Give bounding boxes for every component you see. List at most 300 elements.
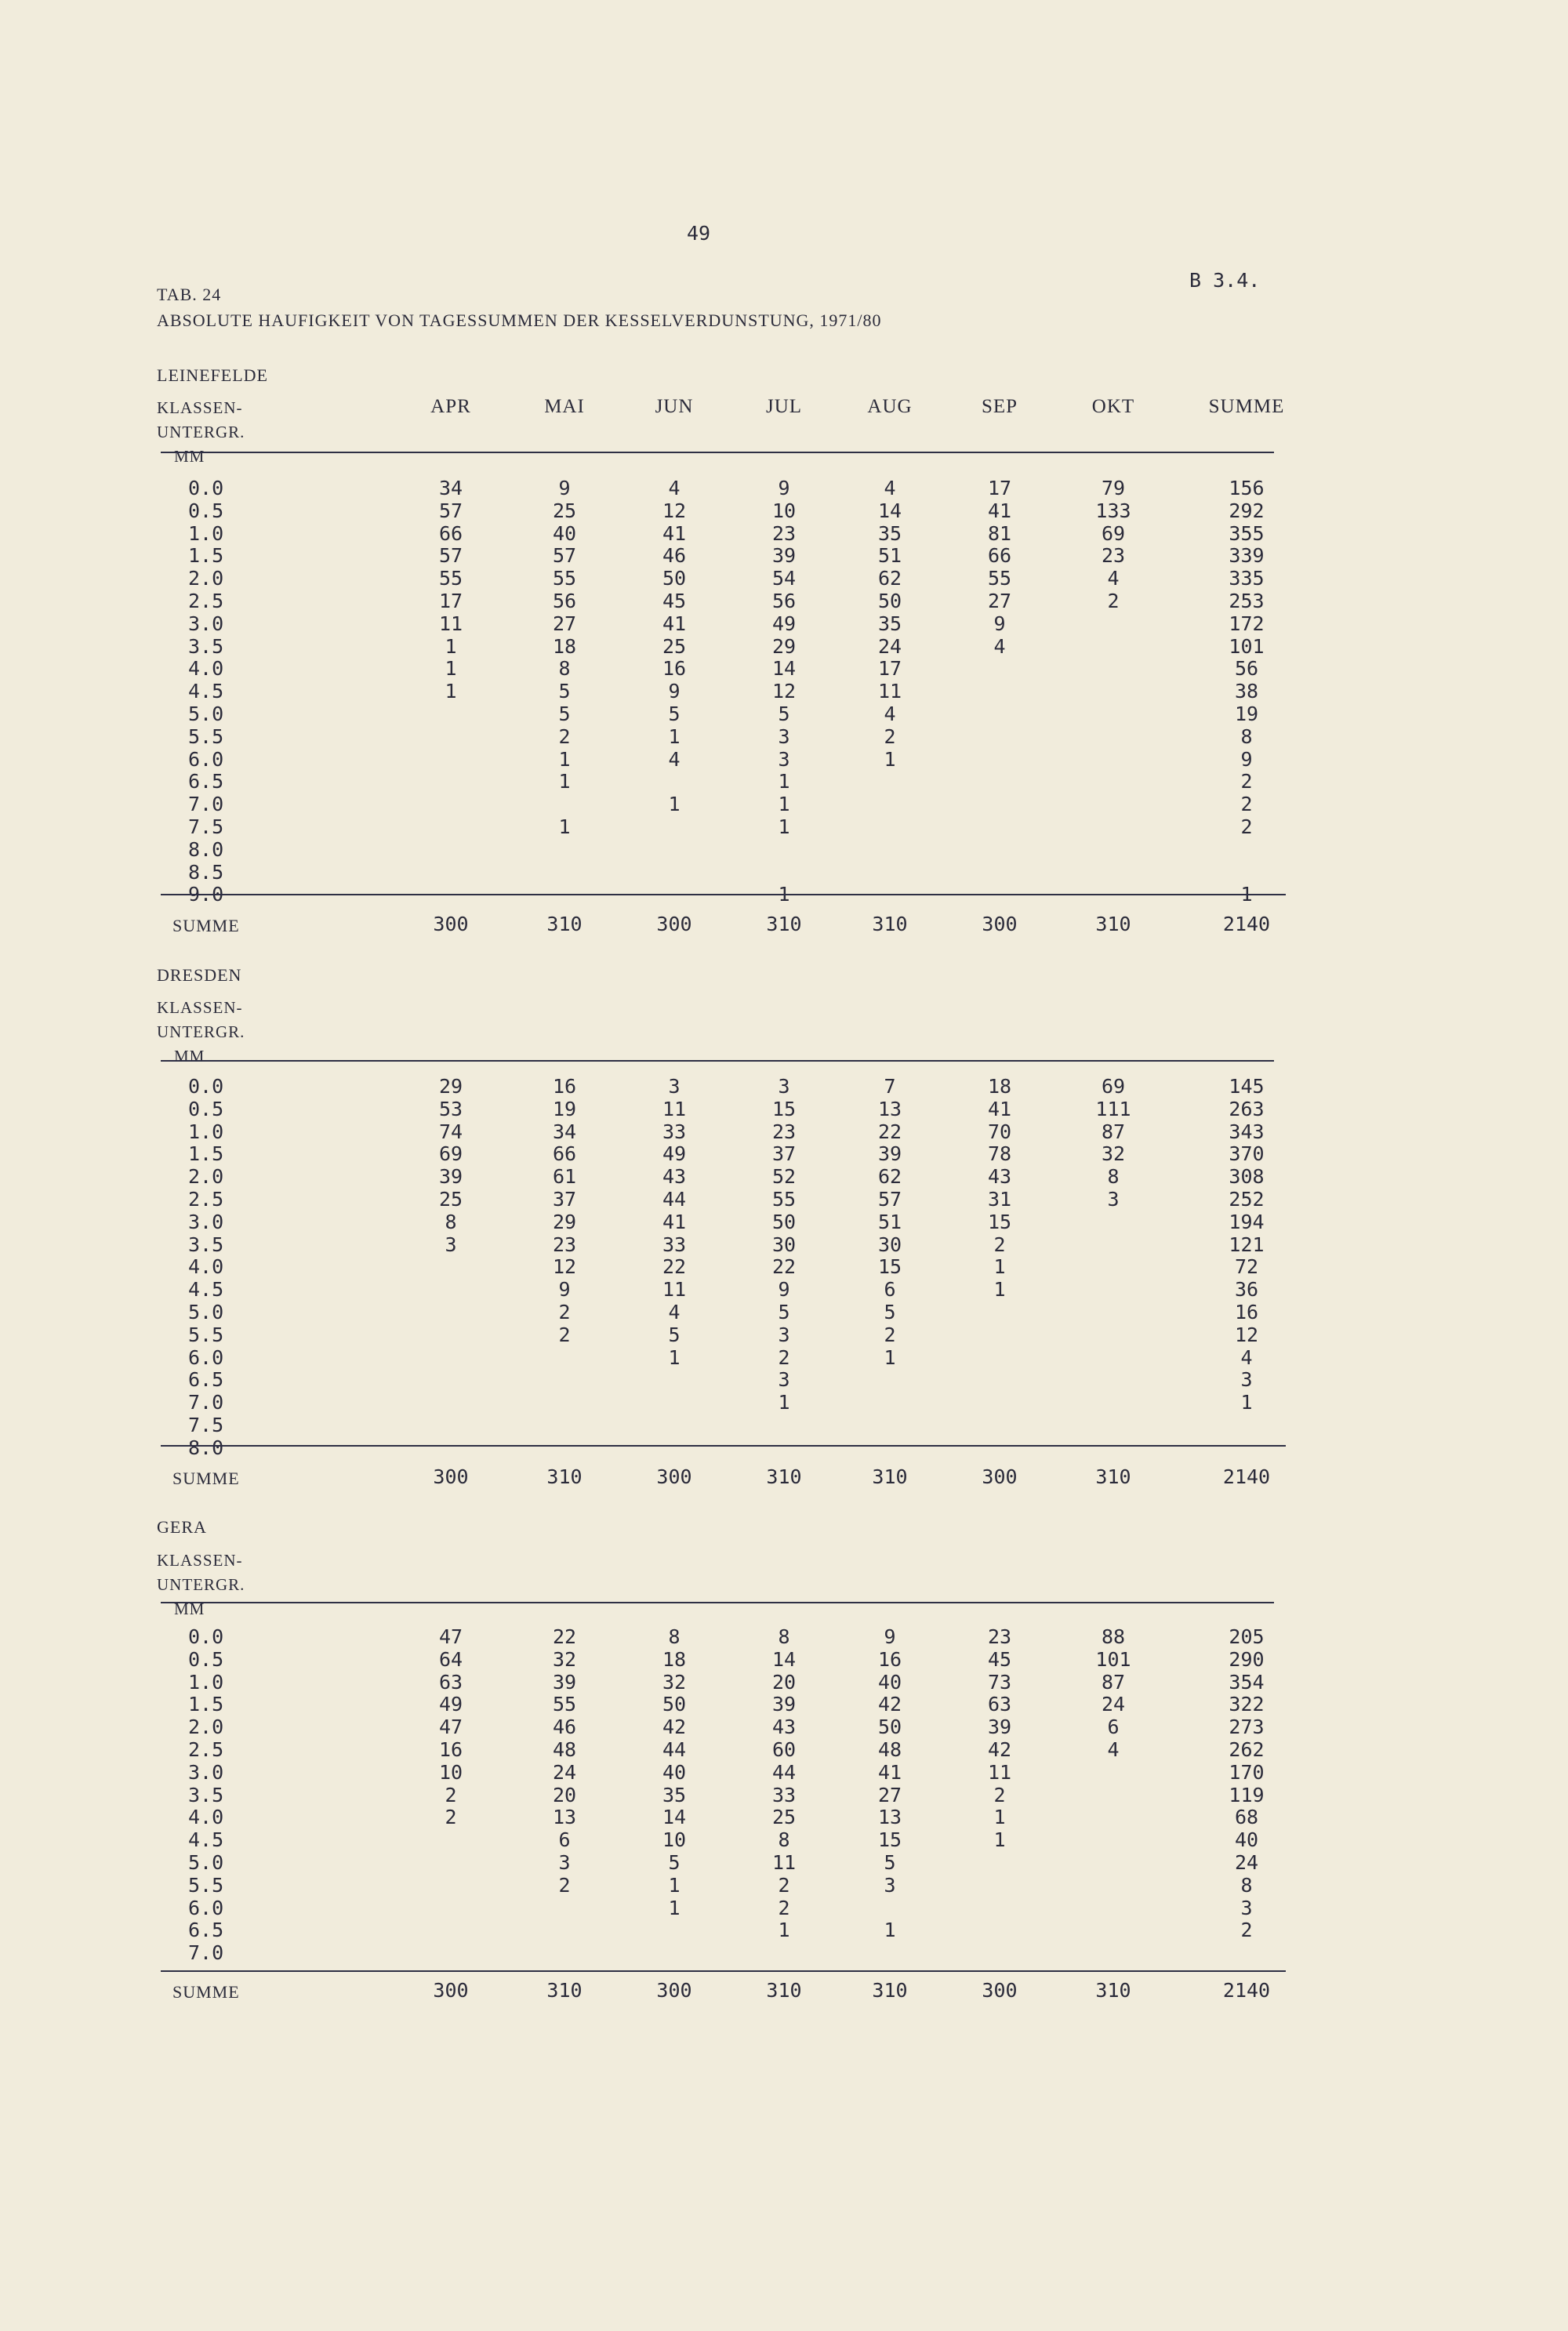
table-cell: 64	[438, 1647, 463, 1671]
table-cell: 1	[558, 747, 571, 771]
table-cell: 38	[1234, 680, 1259, 703]
class-label: 7.0	[188, 1391, 224, 1414]
table-cell: 12	[1234, 1323, 1259, 1346]
table-cell: 39	[552, 1670, 577, 1694]
table-cell: 43	[771, 1716, 797, 1739]
table-cell: 343	[1229, 1120, 1265, 1143]
total-cell: 300	[656, 1979, 692, 2002]
table-cell: 34	[438, 477, 463, 499]
table-title: ABSOLUTE HAUFIGKEIT VON TAGESSUMMEN DER KESSELVERDUNSTUNG, 1971/80	[157, 310, 882, 330]
table-cell: 119	[1229, 1783, 1265, 1806]
sum-label: SUMME	[172, 916, 240, 935]
total-cell: 300	[433, 1465, 469, 1488]
table-cell: 45	[987, 1647, 1012, 1671]
table-cell: 60	[771, 1738, 797, 1761]
table-cell: 29	[552, 1210, 577, 1233]
table-cell: 63	[987, 1693, 1012, 1716]
table-cell: 3	[445, 1233, 457, 1256]
table-cell: 3	[1240, 1368, 1253, 1392]
table-cell: 74	[438, 1120, 463, 1143]
table-cell: 70	[987, 1120, 1012, 1143]
table-cell: 18	[552, 634, 577, 658]
class-label: 2.0	[188, 1165, 224, 1189]
table-cell: 1	[778, 1391, 790, 1414]
table-cell: 262	[1229, 1738, 1265, 1761]
table-cell: 14	[662, 1806, 687, 1829]
table-cell: 50	[877, 590, 902, 612]
total-cell: 300	[656, 1465, 692, 1488]
table-cell: 30	[877, 1233, 902, 1256]
class-label: 3.5	[188, 1783, 224, 1806]
table-cell: 9	[1240, 747, 1253, 771]
table-cell: 29	[771, 634, 797, 658]
table-rule	[161, 1602, 1274, 1603]
class-label: 1.0	[188, 1670, 224, 1694]
table-cell: 69	[1101, 1075, 1126, 1098]
table-cell: 44	[662, 1738, 687, 1761]
class-label: 0.5	[188, 1097, 224, 1120]
class-label: 4.0	[188, 657, 224, 681]
table-cell: 170	[1229, 1760, 1265, 1784]
table-cell: 1	[884, 1345, 896, 1369]
class-label: 8.0	[188, 837, 224, 861]
table-cell: 263	[1229, 1097, 1265, 1120]
class-label: 4.5	[188, 1278, 224, 1302]
table-cell: 9	[778, 477, 790, 499]
table-cell: 2	[1240, 793, 1253, 816]
class-label: 7.5	[188, 815, 224, 838]
table-cell: 23	[552, 1233, 577, 1256]
table-cell: 6	[558, 1828, 571, 1852]
table-cell: 62	[877, 567, 902, 590]
table-cell: 25	[552, 499, 577, 522]
table-cell: 69	[438, 1142, 463, 1166]
table-cell: 13	[552, 1806, 577, 1829]
table-cell: 32	[1101, 1142, 1126, 1166]
table-cell: 6	[884, 1278, 896, 1302]
class-label: 2.5	[188, 590, 224, 612]
table-cell: 13	[877, 1806, 902, 1829]
table-cell: 2	[445, 1783, 457, 1806]
table-cell: 11	[438, 612, 463, 635]
table-cell: 47	[438, 1625, 463, 1648]
table-cell: 34	[552, 1120, 577, 1143]
table-cell: 2	[993, 1783, 1006, 1806]
table-cell: 354	[1229, 1670, 1265, 1694]
table-cell: 9	[884, 1625, 896, 1648]
table-cell: 1	[1240, 1391, 1253, 1414]
table-cell: 35	[877, 612, 902, 635]
total-cell: 2140	[1222, 913, 1271, 935]
class-header-line: UNTERGR.	[157, 1022, 245, 1041]
table-cell: 24	[1101, 1693, 1126, 1716]
table-cell: 1	[445, 680, 457, 703]
table-cell: 8	[778, 1828, 790, 1852]
table-cell: 1	[778, 770, 790, 793]
table-cell: 1	[668, 1873, 681, 1897]
table-cell: 22	[552, 1625, 577, 1648]
table-cell: 14	[877, 499, 902, 522]
table-cell: 4	[1107, 1738, 1120, 1761]
table-cell: 35	[662, 1783, 687, 1806]
table-cell: 42	[987, 1738, 1012, 1761]
class-label: 4.0	[188, 1806, 224, 1829]
table-cell: 68	[1234, 1806, 1259, 1829]
table-cell: 15	[877, 1255, 902, 1279]
table-cell: 66	[438, 521, 463, 545]
table-cell: 1	[778, 793, 790, 816]
table-cell: 9	[558, 477, 571, 499]
table-cell: 15	[771, 1097, 797, 1120]
table-cell: 2	[778, 1873, 790, 1897]
table-cell: 12	[552, 1255, 577, 1279]
table-cell: 17	[987, 477, 1012, 499]
table-cell: 24	[877, 634, 902, 658]
table-cell: 292	[1229, 499, 1265, 522]
table-cell: 19	[552, 1097, 577, 1120]
table-cell: 2	[558, 1873, 571, 1897]
table-cell: 4	[668, 1301, 681, 1323]
table-cell: 273	[1229, 1716, 1265, 1739]
table-cell: 3	[1240, 1896, 1253, 1919]
sum-label: SUMME	[172, 1469, 240, 1488]
table-cell: 73	[987, 1670, 1012, 1694]
table-cell: 55	[552, 1693, 577, 1716]
table-cell: 8	[1240, 1873, 1253, 1897]
table-cell: 55	[771, 1188, 797, 1211]
table-cell: 9	[993, 612, 1006, 635]
column-header-mai: MAI	[544, 396, 585, 417]
class-label: 0.0	[188, 1625, 224, 1648]
table-cell: 49	[771, 612, 797, 635]
table-cell: 31	[987, 1188, 1012, 1211]
table-cell: 12	[662, 499, 687, 522]
table-cell: 32	[662, 1670, 687, 1694]
table-cell: 53	[438, 1097, 463, 1120]
table-cell: 3	[778, 747, 790, 771]
total-cell: 310	[546, 1465, 583, 1488]
table-cell: 4	[1107, 567, 1120, 590]
table-cell: 81	[987, 521, 1012, 545]
total-cell: 300	[982, 1465, 1018, 1488]
table-cell: 5	[778, 703, 790, 725]
table-cell: 24	[1234, 1851, 1259, 1874]
table-cell: 15	[987, 1210, 1012, 1233]
class-label: 6.0	[188, 747, 224, 771]
table-cell: 78	[987, 1142, 1012, 1166]
table-cell: 1	[993, 1828, 1006, 1852]
column-header-apr: APR	[430, 396, 471, 417]
class-label: 5.5	[188, 724, 224, 748]
table-cell: 1	[778, 1919, 790, 1942]
table-cell: 55	[438, 567, 463, 590]
table-cell: 41	[987, 499, 1012, 522]
table-cell: 25	[771, 1806, 797, 1829]
table-cell: 4	[993, 634, 1006, 658]
table-cell: 47	[438, 1716, 463, 1739]
station-name: DRESDEN	[157, 965, 242, 985]
table-cell: 42	[877, 1693, 902, 1716]
table-cell: 10	[662, 1828, 687, 1852]
table-cell: 3	[1107, 1188, 1120, 1211]
table-cell: 40	[552, 521, 577, 545]
table-cell: 5	[558, 703, 571, 725]
column-header-sep: SEP	[981, 396, 1018, 417]
table-cell: 4	[884, 477, 896, 499]
class-label: 2.5	[188, 1188, 224, 1211]
table-cell: 5	[884, 1851, 896, 1874]
class-label: 4.5	[188, 1828, 224, 1852]
total-cell: 310	[766, 1979, 802, 2002]
table-cell: 50	[662, 567, 687, 590]
table-cell: 111	[1095, 1097, 1131, 1120]
column-header-okt: OKT	[1091, 396, 1135, 417]
table-cell: 121	[1229, 1233, 1265, 1256]
total-cell: 2140	[1222, 1465, 1271, 1488]
table-cell: 4	[1240, 1345, 1253, 1369]
table-cell: 145	[1229, 1075, 1265, 1098]
table-cell: 5	[558, 680, 571, 703]
table-cell: 2	[1240, 1919, 1253, 1942]
table-rule	[161, 1060, 1274, 1062]
table-cell: 339	[1229, 544, 1265, 568]
table-cell: 25	[662, 634, 687, 658]
table-cell: 11	[771, 1851, 797, 1874]
class-label: 8.5	[188, 860, 224, 884]
table-cell: 6	[1107, 1716, 1120, 1739]
table-cell: 27	[987, 590, 1012, 612]
station-name: GERA	[157, 1517, 207, 1537]
class-label: 1.5	[188, 1142, 224, 1166]
class-label: 3.0	[188, 1210, 224, 1233]
table-cell: 41	[662, 521, 687, 545]
table-cell: 2	[884, 1323, 896, 1346]
table-cell: 12	[771, 680, 797, 703]
table-cell: 3	[884, 1873, 896, 1897]
table-cell: 18	[987, 1075, 1012, 1098]
class-label: 5.0	[188, 703, 224, 725]
table-cell: 41	[877, 1760, 902, 1784]
class-header-line: KLASSEN-	[157, 1551, 243, 1570]
table-cell: 172	[1229, 612, 1265, 635]
table-cell: 40	[877, 1670, 902, 1694]
table-cell: 18	[662, 1647, 687, 1671]
total-cell: 310	[1095, 913, 1131, 935]
table-cell: 4	[668, 477, 681, 499]
table-cell: 62	[877, 1165, 902, 1189]
class-label: 0.5	[188, 499, 224, 522]
class-label: 0.0	[188, 477, 224, 499]
class-label: 6.5	[188, 770, 224, 793]
table-cell: 16	[877, 1647, 902, 1671]
table-cell: 30	[771, 1233, 797, 1256]
table-cell: 1	[993, 1806, 1006, 1829]
document-reference: B 3.4.	[1189, 269, 1261, 292]
total-cell: 310	[546, 913, 583, 935]
table-cell: 25	[438, 1188, 463, 1211]
table-cell: 48	[877, 1738, 902, 1761]
table-cell: 11	[662, 1278, 687, 1302]
table-cell: 133	[1095, 499, 1131, 522]
column-header-summe: SUMME	[1208, 396, 1285, 417]
class-label: 9.0	[188, 883, 224, 906]
table-cell: 7	[884, 1075, 896, 1098]
table-cell: 194	[1229, 1210, 1265, 1233]
table-cell: 37	[552, 1188, 577, 1211]
table-cell: 23	[987, 1625, 1012, 1648]
class-label: 1.0	[188, 521, 224, 545]
total-cell: 310	[1095, 1465, 1131, 1488]
table-cell: 5	[668, 703, 681, 725]
table-cell: 13	[877, 1097, 902, 1120]
table-cell: 2	[778, 1896, 790, 1919]
class-label: 2.0	[188, 567, 224, 590]
table-cell: 52	[771, 1165, 797, 1189]
table-cell: 16	[662, 657, 687, 681]
table-cell: 8	[668, 1625, 681, 1648]
class-label: 3.0	[188, 1760, 224, 1784]
table-cell: 10	[771, 499, 797, 522]
table-cell: 1	[668, 793, 681, 816]
table-cell: 101	[1095, 1647, 1131, 1671]
table-cell: 27	[877, 1783, 902, 1806]
table-cell: 1	[558, 770, 571, 793]
table-cell: 43	[987, 1165, 1012, 1189]
class-header-line: KLASSEN-	[157, 398, 243, 417]
table-cell: 49	[438, 1693, 463, 1716]
table-cell: 15	[877, 1828, 902, 1852]
table-cell: 44	[771, 1760, 797, 1784]
class-header-line: UNTERGR.	[157, 1575, 245, 1594]
table-cell: 11	[987, 1760, 1012, 1784]
table-cell: 66	[552, 1142, 577, 1166]
table-cell: 16	[552, 1075, 577, 1098]
table-cell: 19	[1234, 703, 1259, 725]
class-label: 3.0	[188, 612, 224, 635]
table-cell: 23	[771, 1120, 797, 1143]
table-cell: 39	[987, 1716, 1012, 1739]
class-label: 6.5	[188, 1919, 224, 1942]
table-cell: 39	[877, 1142, 902, 1166]
total-cell: 310	[766, 913, 802, 935]
class-label: 5.5	[188, 1873, 224, 1897]
table-cell: 41	[662, 1210, 687, 1233]
total-cell: 310	[766, 1465, 802, 1488]
table-cell: 1	[778, 883, 790, 906]
table-cell: 1	[884, 1919, 896, 1942]
table-cell: 57	[877, 1188, 902, 1211]
table-cell: 56	[552, 590, 577, 612]
table-cell: 50	[771, 1210, 797, 1233]
table-cell: 44	[662, 1188, 687, 1211]
table-cell: 17	[877, 657, 902, 681]
table-cell: 51	[877, 1210, 902, 1233]
table-cell: 14	[771, 1647, 797, 1671]
table-cell: 40	[1234, 1828, 1259, 1852]
total-cell: 310	[872, 1979, 908, 2002]
class-label: 5.5	[188, 1323, 224, 1346]
table-cell: 252	[1229, 1188, 1265, 1211]
column-header-aug: AUG	[867, 396, 913, 417]
table-cell: 1	[445, 657, 457, 681]
class-label: 1.0	[188, 1120, 224, 1143]
class-label: 8.0	[188, 1436, 224, 1459]
table-cell: 1	[445, 634, 457, 658]
class-label: 7.5	[188, 1414, 224, 1436]
table-cell: 54	[771, 567, 797, 590]
table-cell: 5	[668, 1323, 681, 1346]
table-cell: 4	[668, 747, 681, 771]
column-header-jun: JUN	[655, 396, 694, 417]
table-cell: 79	[1101, 477, 1126, 499]
table-cell: 1	[668, 1345, 681, 1369]
table-cell: 40	[662, 1760, 687, 1784]
table-cell: 23	[771, 521, 797, 545]
table-cell: 1	[993, 1255, 1006, 1279]
column-header-jul: JUL	[765, 396, 803, 417]
table-cell: 1	[1240, 883, 1253, 906]
table-cell: 205	[1229, 1625, 1265, 1648]
table-cell: 3	[778, 724, 790, 748]
table-cell: 29	[438, 1075, 463, 1098]
table-cell: 335	[1229, 567, 1265, 590]
table-cell: 5	[884, 1301, 896, 1323]
table-cell: 1	[668, 1896, 681, 1919]
class-label: 5.0	[188, 1851, 224, 1874]
class-header-line: MM	[174, 447, 205, 466]
table-cell: 3	[668, 1075, 681, 1098]
table-cell: 36	[1234, 1278, 1259, 1302]
total-cell: 310	[872, 913, 908, 935]
table-cell: 55	[552, 567, 577, 590]
table-cell: 49	[662, 1142, 687, 1166]
table-cell: 14	[771, 657, 797, 681]
total-cell: 2140	[1222, 1979, 1271, 2002]
table-cell: 87	[1101, 1120, 1126, 1143]
table-cell: 370	[1229, 1142, 1265, 1166]
table-cell: 22	[662, 1255, 687, 1279]
table-cell: 22	[877, 1120, 902, 1143]
total-cell: 310	[1095, 1979, 1131, 2002]
table-cell: 355	[1229, 521, 1265, 545]
table-cell: 2	[1240, 770, 1253, 793]
table-cell: 63	[438, 1670, 463, 1694]
total-cell: 300	[982, 913, 1018, 935]
table-cell: 35	[877, 521, 902, 545]
table-cell: 2	[1107, 590, 1120, 612]
table-cell: 39	[771, 1693, 797, 1716]
table-cell: 1	[884, 747, 896, 771]
table-cell: 69	[1101, 521, 1126, 545]
table-cell: 72	[1234, 1255, 1259, 1279]
table-cell: 20	[771, 1670, 797, 1694]
table-cell: 290	[1229, 1647, 1265, 1671]
class-label: 0.0	[188, 1075, 224, 1098]
table-cell: 2	[1240, 815, 1253, 838]
class-label: 5.0	[188, 1301, 224, 1323]
class-label: 6.0	[188, 1896, 224, 1919]
class-label: 7.0	[188, 793, 224, 816]
class-header-line: MM	[174, 1599, 205, 1618]
table-cell: 3	[778, 1075, 790, 1098]
table-cell: 46	[552, 1716, 577, 1739]
table-cell: 33	[662, 1233, 687, 1256]
class-label: 3.5	[188, 634, 224, 658]
table-label: TAB. 24	[157, 285, 222, 304]
class-label: 1.5	[188, 1693, 224, 1716]
table-cell: 57	[438, 544, 463, 568]
table-cell: 11	[662, 1097, 687, 1120]
